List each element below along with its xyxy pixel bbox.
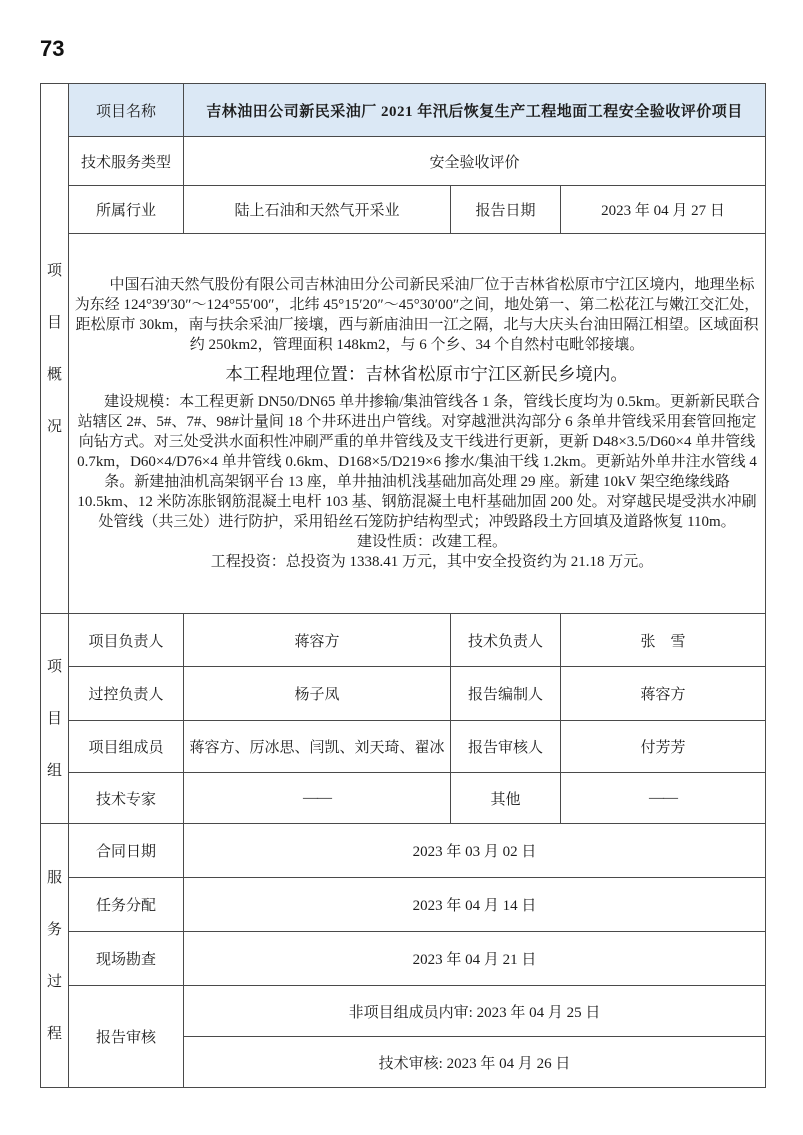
group-cell-team	[41, 614, 69, 824]
industry-value: 陆上石油和天然气开采业	[184, 186, 451, 234]
process-control-value: 杨子凤	[184, 667, 451, 721]
other-label: 其他	[451, 773, 561, 824]
table-row	[41, 932, 766, 986]
table-row	[41, 614, 766, 667]
report-reviewer-label: 报告审核人	[451, 721, 561, 773]
overview-cell	[69, 234, 766, 614]
tech-expert-label: 技术专家	[69, 773, 184, 824]
project-name-value: 吉林油田公司新民采油厂 2021 年汛后恢复生产工程地面工程安全验收评价项目	[184, 84, 766, 137]
overview-paragraph-4: 工程投资：总投资为 1338.41 万元，其中安全投资约为 21.18 万元。	[210, 554, 654, 570]
project-name-label: 项目名称	[69, 84, 184, 137]
service-type-value: 安全验收评价	[184, 137, 766, 186]
report-reviewer-value: 付芳芳	[561, 721, 766, 773]
site-survey-label: 现场勘查	[69, 932, 184, 986]
table-row	[41, 84, 766, 137]
site-survey-value: 2023 年 04 月 21 日	[184, 932, 766, 986]
process-control-label: 过控负责人	[69, 667, 184, 721]
industry-label: 所属行业	[69, 186, 184, 234]
table-row	[41, 986, 766, 1037]
table-row	[41, 773, 766, 824]
tech-leader-label: 技术负责人	[451, 614, 561, 667]
table-row	[41, 721, 766, 773]
project-leader-value: 蒋容方	[184, 614, 451, 667]
contract-date-value: 2023 年 03 月 02 日	[184, 824, 766, 878]
group-cell-process	[41, 824, 69, 1088]
project-leader-label: 项目负责人	[69, 614, 184, 667]
report-review-label: 报告审核	[69, 986, 184, 1088]
team-members-label: 项目组成员	[69, 721, 184, 773]
tech-expert-value: ——	[184, 773, 451, 824]
report-date-value: 2023 年 04 月 27 日	[561, 186, 766, 234]
task-assignment-label: 任务分配	[69, 878, 184, 932]
report-date-label: 报告日期	[451, 186, 561, 234]
tech-leader-value: 张 雪	[561, 614, 766, 667]
table-row	[41, 234, 766, 614]
overview-paragraph-2: 建设规模：本工程更新 DN50/DN65 单井掺输/集油管线各 1 条，管线长度均为 0.5km。更新新民联合站辖区 2#、5#、7#、98#计量间 18 个井环进出户管线。对穿越泄洪沟部分 6 条单井管线采用套管回拖定向钻方式。对三处受洪水面积性冲刷严重的单井管线及支干线进行更新，更新 D48×3.5/D60×4 单井管线 0.7km，D60×4/D76×4 单井管线 0.6km、D168×5/D219×6 掺水/集油干线 1.2km。更新站外单井注水管线 4 条。新建抽油机高架钢平台 13 座，单井抽油机浅基础加高处理 29 座。新建 10kV 架空绝缘线路 10.5km、12 米防冻胀钢筋混凝土电杆 103 基、钢筋混凝土电杆基础加固 200 处。对穿越民堤受洪水冲刷处管线（共三处）进行防护，采用铅丝石笼防护结构型式；冲毁路段土方回填及道路恢复 110m。	[77, 394, 760, 530]
other-value: ——	[561, 773, 766, 824]
group-label-process: 服务过程	[46, 869, 62, 1042]
overview-paragraph-1: 中国石油天然气股份有限公司吉林油田分公司新民采油厂位于吉林省松原市宁江区境内，地理坐标为东经 124°39′30″～124°55′00″，北纬 45°15′20″～45°30′00″之间，地处第一、第二松花江与嫩江交汇处，距松原市 30km，南与扶余采油厂接壤，西与新庙油田一江之隔，北与大庆头台油田隔江相望。区域面积约 250km2，管理面积 148km2，与 6 个乡、34 个自然村屯毗邻接壤。	[74, 277, 760, 353]
contract-date-label: 合同日期	[69, 824, 184, 878]
task-assignment-value: 2023 年 04 月 14 日	[184, 878, 766, 932]
table-row	[41, 137, 766, 186]
table-row	[41, 878, 766, 932]
internal-review-value: 非项目组成员内审: 2023 年 04 月 25 日	[184, 986, 766, 1037]
technical-review-value: 技术审核: 2023 年 04 月 26 日	[184, 1037, 766, 1088]
project-info-table	[40, 83, 766, 1088]
overview-paragraph-3: 建设性质：改建工程。	[357, 534, 508, 550]
group-cell-overview	[41, 84, 69, 614]
group-label-overview: 项目概况	[46, 262, 62, 435]
team-members-value: 蒋容方、厉冰思、闫凯、刘天琦、翟冰	[184, 721, 451, 773]
report-writer-value: 蒋容方	[561, 667, 766, 721]
group-label-team: 项目组	[46, 658, 62, 779]
page-number: 73	[40, 36, 65, 61]
service-type-label: 技术服务类型	[69, 137, 184, 186]
report-writer-label: 报告编制人	[451, 667, 561, 721]
table-row	[41, 667, 766, 721]
overview-location-line: 本工程地理位置：吉林省松原市宁江区新民乡境内。	[225, 364, 628, 384]
table-row	[41, 186, 766, 234]
table-row	[41, 824, 766, 878]
